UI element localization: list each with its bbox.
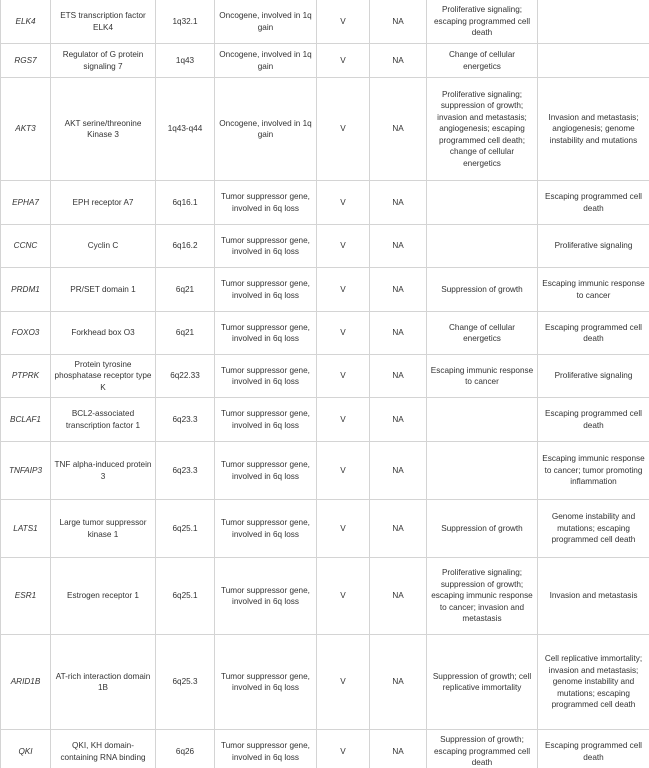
na-value: NA <box>370 558 427 635</box>
cytoband: 6q21 <box>156 312 215 355</box>
gene-full-name: AKT serine/threonine Kinase 3 <box>51 78 156 181</box>
gene-role: Tumor suppressor gene, involved in 6q loss <box>215 730 317 768</box>
gene-full-name: QKI, KH domain-containing RNA binding <box>51 730 156 768</box>
hallmarks-primary <box>427 398 538 442</box>
table-row <box>1 635 649 730</box>
hallmarks-secondary: Proliferative signaling <box>538 355 649 398</box>
cytoband: 6q23.3 <box>156 398 215 442</box>
na-value: NA <box>370 635 427 730</box>
hallmarks-secondary: Proliferative signaling <box>538 225 649 268</box>
presence-mark: V <box>317 225 370 268</box>
hallmarks-primary <box>427 442 538 500</box>
gene-full-name: Forkhead box O3 <box>51 312 156 355</box>
hallmarks-secondary <box>538 0 649 44</box>
hallmarks-primary: Change of cellular energetics <box>427 44 538 78</box>
gene-role: Tumor suppressor gene, involved in 6q loss <box>215 225 317 268</box>
table-row <box>1 44 649 78</box>
hallmarks-secondary: Escaping immunic response to cancer; tumor promoting inflammation <box>538 442 649 500</box>
table-row <box>1 225 649 268</box>
hallmarks-primary: Suppression of growth <box>427 268 538 312</box>
gene-full-name: Estrogen receptor 1 <box>51 558 156 635</box>
gene-symbol: ARID1B <box>1 635 51 730</box>
na-value: NA <box>370 0 427 44</box>
na-value: NA <box>370 225 427 268</box>
cytoband: 6q25.1 <box>156 558 215 635</box>
gene-full-name: PR/SET domain 1 <box>51 268 156 312</box>
na-value: NA <box>370 44 427 78</box>
hallmarks-primary: Suppression of growth; escaping programmed cell death <box>427 730 538 768</box>
presence-mark: V <box>317 355 370 398</box>
hallmarks-primary: Proliferative signaling; suppression of growth; invasion and metastasis; angiogenesis; escaping programmed cell death; change of cellular energetics <box>427 78 538 181</box>
presence-mark: V <box>317 558 370 635</box>
cytoband: 6q16.1 <box>156 181 215 225</box>
gene-full-name: Regulator of G protein signaling 7 <box>51 44 156 78</box>
gene-role: Tumor suppressor gene, involved in 6q loss <box>215 442 317 500</box>
hallmarks-secondary: Escaping programmed cell death <box>538 312 649 355</box>
na-value: NA <box>370 268 427 312</box>
gene-role: Tumor suppressor gene, involved in 6q loss <box>215 635 317 730</box>
gene-symbol: EPHA7 <box>1 181 51 225</box>
gene-role: Tumor suppressor gene, involved in 6q loss <box>215 398 317 442</box>
na-value: NA <box>370 500 427 558</box>
table-row <box>1 730 649 768</box>
presence-mark: V <box>317 268 370 312</box>
gene-full-name: Cyclin C <box>51 225 156 268</box>
hallmarks-primary: Suppression of growth <box>427 500 538 558</box>
table-row <box>1 0 649 44</box>
hallmarks-secondary: Invasion and metastasis; angiogenesis; genome instability and mutations <box>538 78 649 181</box>
gene-full-name: TNF alpha-induced protein 3 <box>51 442 156 500</box>
gene-symbol: CCNC <box>1 225 51 268</box>
gene-role: Tumor suppressor gene, involved in 6q loss <box>215 500 317 558</box>
gene-symbol: ESR1 <box>1 558 51 635</box>
table-row <box>1 442 649 500</box>
cytoband: 6q23.3 <box>156 442 215 500</box>
gene-full-name: ETS transcription factor ELK4 <box>51 0 156 44</box>
hallmarks-primary: Proliferative signaling; suppression of growth; escaping immunic response to cancer; invasion and metastasis <box>427 558 538 635</box>
gene-symbol: RGS7 <box>1 44 51 78</box>
hallmarks-secondary: Escaping programmed cell death <box>538 730 649 768</box>
table-row <box>1 312 649 355</box>
gene-role: Tumor suppressor gene, involved in 6q loss <box>215 558 317 635</box>
gene-full-name: Protein tyrosine phosphatase receptor type K <box>51 355 156 398</box>
presence-mark: V <box>317 730 370 768</box>
na-value: NA <box>370 442 427 500</box>
cytoband: 6q22.33 <box>156 355 215 398</box>
presence-mark: V <box>317 635 370 730</box>
na-value: NA <box>370 181 427 225</box>
na-value: NA <box>370 730 427 768</box>
hallmarks-primary: Escaping immunic response to cancer <box>427 355 538 398</box>
table-row <box>1 500 649 558</box>
gene-symbol: QKI <box>1 730 51 768</box>
presence-mark: V <box>317 500 370 558</box>
gene-role: Oncogene, involved in 1q gain <box>215 44 317 78</box>
hallmarks-secondary: Escaping programmed cell death <box>538 398 649 442</box>
gene-symbol: PTPRK <box>1 355 51 398</box>
cytoband: 1q43-q44 <box>156 78 215 181</box>
presence-mark: V <box>317 44 370 78</box>
table-row <box>1 398 649 442</box>
gene-symbol: ELK4 <box>1 0 51 44</box>
cytoband: 6q21 <box>156 268 215 312</box>
presence-mark: V <box>317 181 370 225</box>
na-value: NA <box>370 398 427 442</box>
presence-mark: V <box>317 398 370 442</box>
gene-role: Tumor suppressor gene, involved in 6q loss <box>215 355 317 398</box>
presence-mark: V <box>317 0 370 44</box>
gene-symbol: PRDM1 <box>1 268 51 312</box>
gene-full-name: BCL2-associated transcription factor 1 <box>51 398 156 442</box>
gene-symbol: TNFAIP3 <box>1 442 51 500</box>
gene-symbol: LATS1 <box>1 500 51 558</box>
cytoband: 6q25.3 <box>156 635 215 730</box>
hallmarks-secondary: Escaping programmed cell death <box>538 181 649 225</box>
hallmarks-secondary: Invasion and metastasis <box>538 558 649 635</box>
na-value: NA <box>370 78 427 181</box>
hallmarks-secondary: Genome instability and mutations; escaping programmed cell death <box>538 500 649 558</box>
gene-symbol: BCLAF1 <box>1 398 51 442</box>
cytoband: 6q26 <box>156 730 215 768</box>
table-row <box>1 268 649 312</box>
gene-symbol: FOXO3 <box>1 312 51 355</box>
presence-mark: V <box>317 78 370 181</box>
cytoband: 1q43 <box>156 44 215 78</box>
gene-role: Oncogene, involved in 1q gain <box>215 0 317 44</box>
cytoband: 6q25.1 <box>156 500 215 558</box>
hallmarks-primary <box>427 225 538 268</box>
table-row <box>1 355 649 398</box>
hallmarks-secondary: Cell replicative immortality; invasion and metastasis; genome instability and mutations; escaping programmed cell death <box>538 635 649 730</box>
gene-role: Tumor suppressor gene, involved in 6q loss <box>215 268 317 312</box>
hallmarks-secondary <box>538 44 649 78</box>
hallmarks-primary <box>427 181 538 225</box>
table-row <box>1 181 649 225</box>
na-value: NA <box>370 355 427 398</box>
gene-role: Tumor suppressor gene, involved in 6q loss <box>215 181 317 225</box>
gene-role: Oncogene, involved in 1q gain <box>215 78 317 181</box>
gene-symbol: AKT3 <box>1 78 51 181</box>
cytoband: 6q16.2 <box>156 225 215 268</box>
table-row <box>1 78 649 181</box>
gene-full-name: AT-rich interaction domain 1B <box>51 635 156 730</box>
presence-mark: V <box>317 442 370 500</box>
hallmarks-primary: Suppression of growth; cell replicative immortality <box>427 635 538 730</box>
hallmarks-primary: Proliferative signaling; escaping programmed cell death <box>427 0 538 44</box>
cytoband: 1q32.1 <box>156 0 215 44</box>
hallmarks-secondary: Escaping immunic response to cancer <box>538 268 649 312</box>
gene-role: Tumor suppressor gene, involved in 6q loss <box>215 312 317 355</box>
gene-full-name: EPH receptor A7 <box>51 181 156 225</box>
presence-mark: V <box>317 312 370 355</box>
hallmarks-primary: Change of cellular energetics <box>427 312 538 355</box>
gene-full-name: Large tumor suppressor kinase 1 <box>51 500 156 558</box>
na-value: NA <box>370 312 427 355</box>
table-row <box>1 558 649 635</box>
